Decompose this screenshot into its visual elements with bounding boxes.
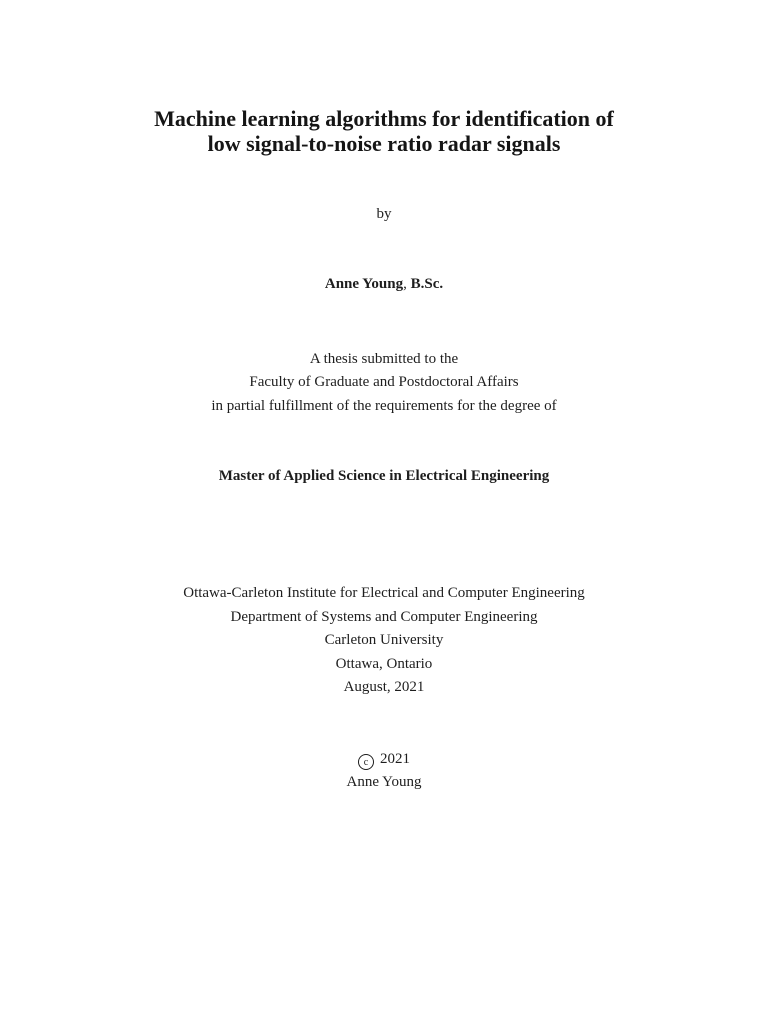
- submission-line-2: Faculty of Graduate and Postdoctoral Affairs: [249, 374, 519, 390]
- institution-line-5: August, 2021: [343, 679, 425, 695]
- institution-line-2: Department of Systems and Computer Engineering: [230, 609, 538, 625]
- submission-line-3: in partial fulfillment of the requirements for the degree of: [211, 398, 557, 414]
- author-separator: ,: [403, 276, 411, 292]
- copyright-line: [0, 750, 768, 770]
- copyright-year: 2021: [380, 751, 410, 767]
- institution-line-4: Ottawa, Ontario: [335, 656, 433, 672]
- thesis-title-line-2: low signal-to-noise ratio radar signals: [207, 131, 561, 156]
- by-label: by: [376, 206, 392, 222]
- copyright-holder: Anne Young: [346, 774, 422, 790]
- submission-line-1: A thesis submitted to the: [309, 351, 459, 367]
- author-degree: B.Sc.: [410, 276, 444, 292]
- degree-name: Master of Applied Science in Electrical Engineering: [218, 468, 550, 484]
- institution-line-1: Ottawa-Carleton Institute for Electrical and Computer Engineering: [183, 585, 585, 601]
- copyright-icon: c: [358, 754, 374, 770]
- author-line: [0, 275, 768, 293]
- institution-line-3: Carleton University: [324, 632, 444, 648]
- author-name: Anne Young: [324, 276, 404, 292]
- thesis-title-line-1: Machine learning algorithms for identification of: [154, 106, 614, 131]
